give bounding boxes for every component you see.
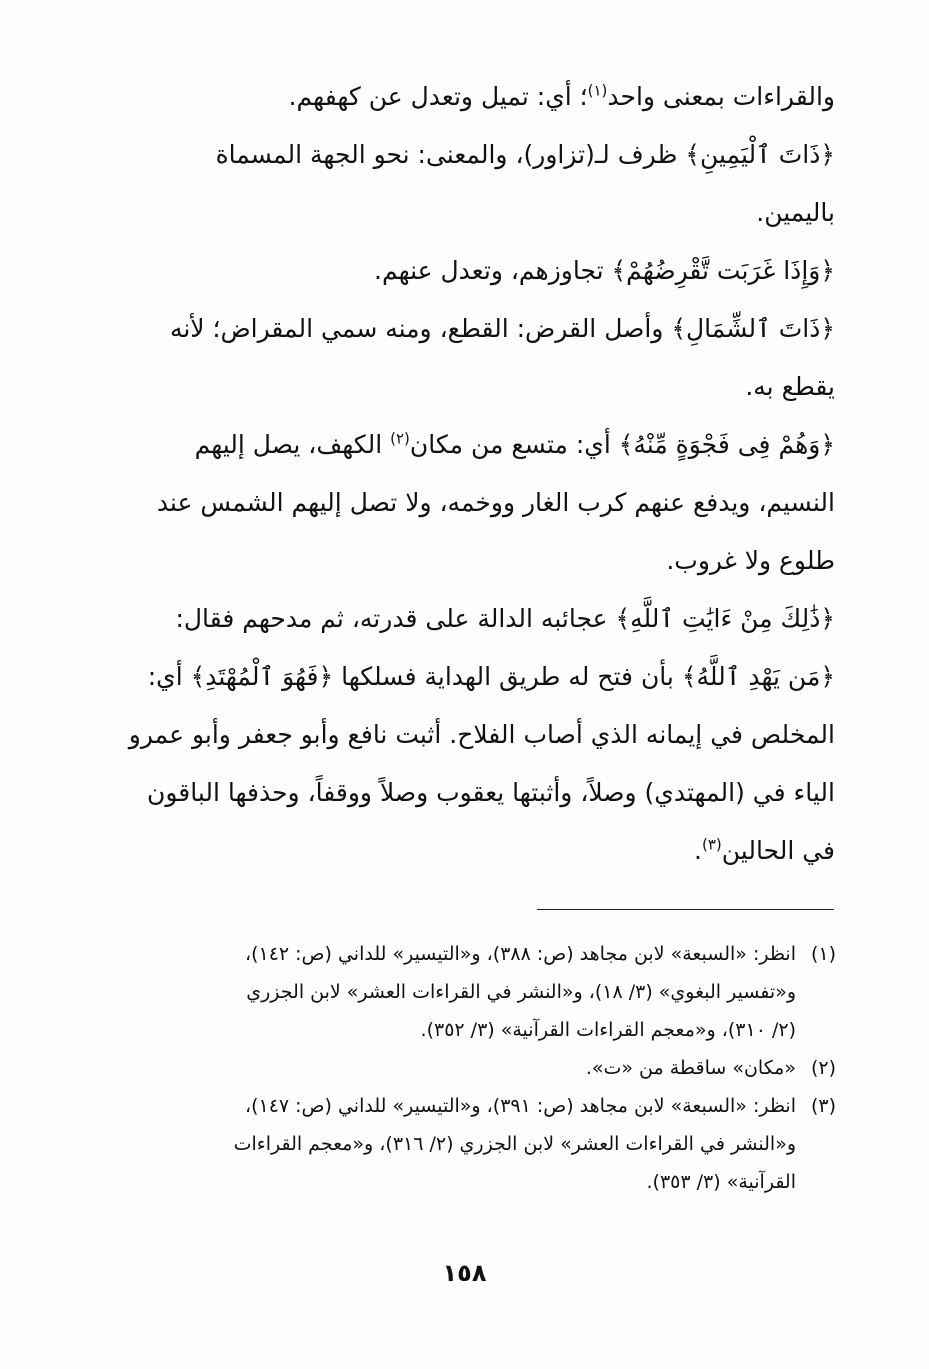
text-run: . [694,836,702,865]
text-line [120,822,835,880]
main-text [120,68,835,880]
footnote [120,1087,836,1201]
paragraph [120,300,835,416]
paragraph [120,590,835,648]
text-line [120,358,835,416]
footnote-text [120,1087,796,1201]
footnote [120,935,836,1049]
text-line [120,242,835,300]
text-line [120,706,835,764]
paragraph [120,242,835,300]
text-run: الكهف، يصل إليهم [194,430,391,459]
footnote-line: «مكان» ساقطة من «ت». [585,1057,796,1079]
text-line [120,126,835,184]
footnote-text [120,935,796,1049]
footnote-line: (٢/ ٣١٠)، و«معجم القراءات القرآنية» (٣/ ٣٥٢). [420,1019,796,1041]
text-run: ﴿وَهُمْ فِى فَجْوَةٍ مِّنْهُ﴾ أي: متسع من مكان [409,430,835,459]
text-run: ﴿مَن يَهْدِ ٱللَّهُ﴾ بأن فتح له طريق الهداية فسلكها ﴿فَهُوَ ٱلْمُهْتَدِ﴾ أي: [147,662,835,691]
text-line [120,300,835,358]
paragraph [120,416,835,590]
footnote-ref[interactable]: (٣) [701,835,722,854]
text-run: في الحالين [721,836,835,865]
text-run: النسيم، ويدفع عنهم كرب الغار ووخمه، ولا تصل إليهم الشمس عند [156,488,835,517]
paragraph [120,648,835,880]
text-run: ﴿وَإِذَا غَرَبَت تَّقْرِضُهُمْ﴾ تجاوزهم، وتعدل عنهم. [374,256,835,285]
text-run: ﴿ذَاتَ ٱلْيَمِينِ﴾ ظرف لـ(تزاور)، والمعنى: نحو الجهة المسماة [215,140,835,169]
text-line [120,474,835,532]
text-line [120,184,835,242]
footnote-line: و«تفسير البغوي» (٣/ ١٨)، و«النشر في القراءات العشر» لابن الجزري [246,981,796,1003]
footnote-number: (٢) [810,1057,836,1079]
text-run: ؛ أي: تميل وتعدل عن كهفهم. [288,82,588,111]
text-run: والقراءات بمعنى واحد [607,82,835,111]
text-line [120,764,835,822]
text-run: ﴿ذَاتَ ٱلشِّمَالِ﴾ وأصل القرض: القطع، ومنه سمي المقراض؛ لأنه [169,314,835,343]
footnotes [120,935,836,1201]
footnote [120,1049,836,1087]
footnote-ref[interactable]: (١) [587,81,608,100]
text-run: طلوع ولا غروب. [666,546,835,575]
footnote-number: (٣) [810,1095,836,1117]
footnote-number: (١) [810,943,836,965]
footnote-line: القرآنية» (٣/ ٣٥٣). [646,1171,796,1193]
text-run: ﴿ذَٰلِكَ مِنْ ءَايَٰتِ ٱللَّهِ﴾ عجائبه الدالة على قدرته، ثم مدحهم فقال: [175,604,835,633]
text-line [120,68,835,126]
text-run: باليمين. [756,198,835,227]
footnote-text [120,1049,796,1087]
footnote-line: انظر: «السبعة» لابن مجاهد (ص: ٣٨٨)، و«التيسير» للداني (ص: ١٤٢)، [244,943,796,965]
footnote-line: انظر: «السبعة» لابن مجاهد (ص: ٣٩١)، و«التيسير» للداني (ص: ١٤٧)، [244,1095,796,1117]
footnote-ref[interactable]: (٢) [390,429,410,448]
text-run: المخلص في إيمانه الذي أصاب الفلاح. أثبت نافع وأبو جعفر وأبو عمرو [128,720,835,749]
text-line [120,532,835,590]
text-line [120,590,835,648]
text-run: الياء في (المهتدي) وصلاً، وأثبتها يعقوب وصلاً ووقفاً، وحذفها الباقون [146,778,835,807]
text-run: يقطع به. [745,372,835,401]
text-line [120,416,835,474]
footnote-divider [537,909,834,910]
paragraph [120,68,835,126]
page-number: ١٥٨ [442,1259,487,1287]
paragraph [120,126,835,242]
text-line [120,648,835,706]
footnote-line: و«النشر في القراءات العشر» لابن الجزري (٢/ ٣١٦)، و«معجم القراءات [233,1133,796,1155]
